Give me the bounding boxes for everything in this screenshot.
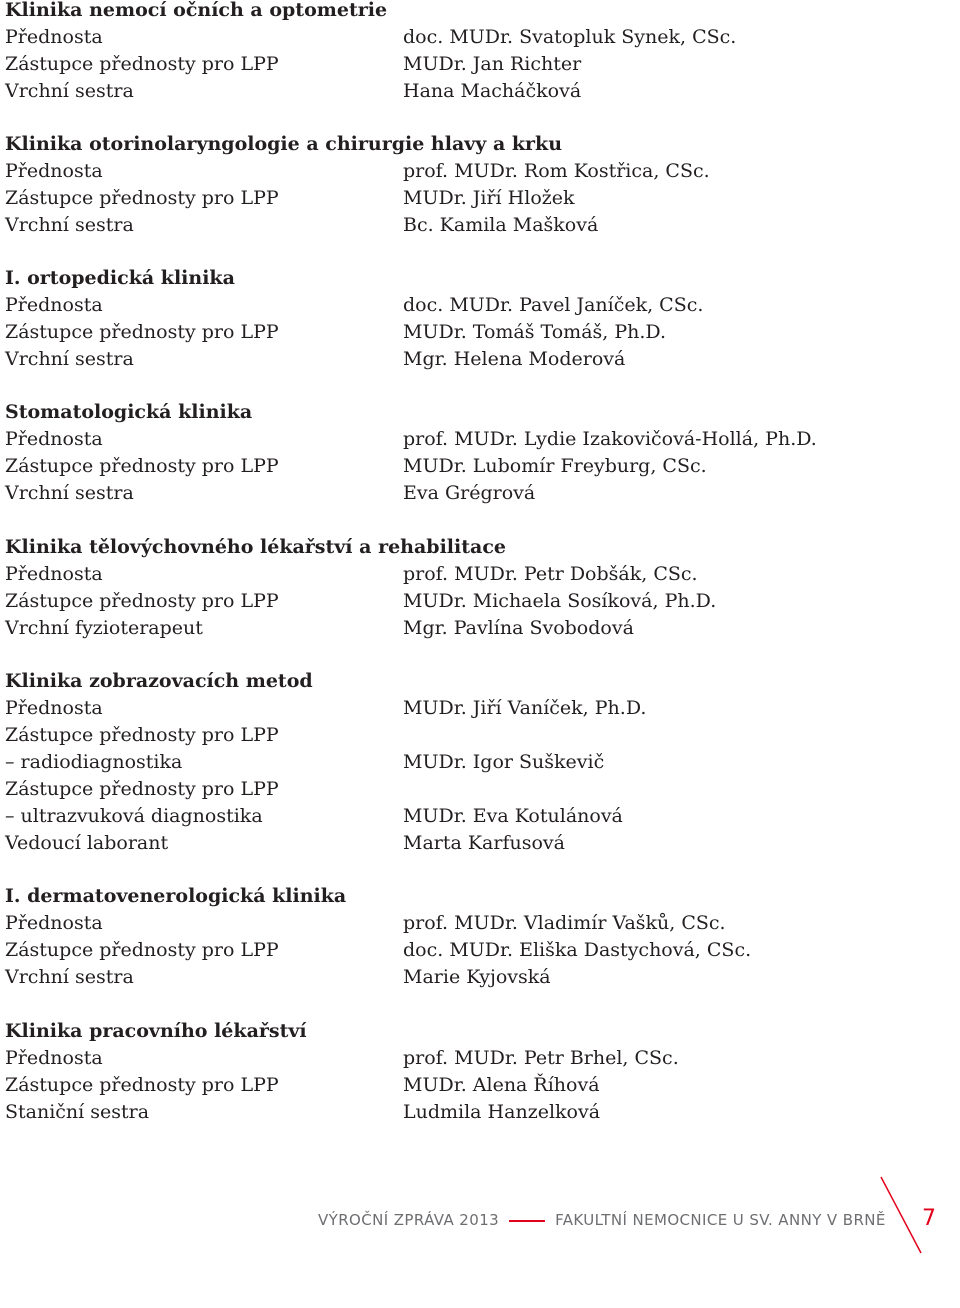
staff-role: Zástupce přednosty pro LPP – radiodiagnostika — [5, 724, 279, 773]
staff-row — [5, 24, 905, 51]
staff-row — [5, 776, 905, 830]
staff-name: MUDr. Tomáš Tomáš, Ph.D. — [403, 321, 667, 343]
staff-name: Marta Karfusová — [403, 832, 565, 854]
department-title: I. dermatovenerologická klinika — [5, 885, 347, 907]
staff-name: prof. MUDr. Rom Kostřica, CSc. — [403, 160, 710, 182]
staff-row — [5, 1072, 905, 1099]
report-title: VÝROČNÍ ZPRÁVA 2013 — [318, 1211, 500, 1229]
department-section — [5, 668, 905, 857]
department-title: Stomatologická klinika — [5, 401, 253, 423]
department-section — [5, 1018, 905, 1126]
staff-row — [5, 158, 905, 185]
staff-role: Zástupce přednosty pro LPP — [5, 590, 279, 612]
staff-name: Ludmila Hanzelková — [403, 1101, 601, 1123]
department-title: Klinika tělovýchovného lékařství a rehabilitace — [5, 536, 506, 558]
staff-name: MUDr. Alena Říhová — [403, 1074, 600, 1096]
department-section — [5, 265, 905, 373]
staff-role: Zástupce přednosty pro LPP — [5, 939, 279, 961]
staff-role: Vedoucí laborant — [5, 832, 169, 854]
staff-role: Staniční sestra — [5, 1101, 150, 1123]
staff-name: Mgr. Pavlína Svobodová — [403, 617, 634, 639]
staff-name: doc. MUDr. Pavel Janíček, CSc. — [403, 294, 704, 316]
staff-role: Přednosta — [5, 294, 103, 316]
staff-name: MUDr. Lubomír Freyburg, CSc. — [403, 455, 707, 477]
staff-name: MUDr. Eva Kotulánová — [403, 805, 623, 827]
staff-name: MUDr. Michaela Sosíková, Ph.D. — [403, 590, 717, 612]
slash-decoration-icon — [875, 1175, 925, 1255]
staff-row — [5, 722, 905, 776]
department-title: Klinika zobrazovacích metod — [5, 670, 313, 692]
department-title: Klinika otorinolaryngologie a chirurgie hlavy a krku — [5, 133, 563, 155]
department-section — [5, 399, 905, 507]
staff-role: Zástupce přednosty pro LPP — [5, 1074, 279, 1096]
staff-name: doc. MUDr. Eliška Dastychová, CSc. — [403, 939, 752, 961]
department-section — [5, 883, 905, 991]
staff-role: Přednosta — [5, 912, 103, 934]
staff-row — [5, 937, 905, 964]
department-section — [5, 0, 905, 105]
staff-name: MUDr. Jiří Hložek — [403, 187, 575, 209]
staff-role: Zástupce přednosty pro LPP — [5, 455, 279, 477]
staff-row — [5, 51, 905, 78]
staff-role: Vrchní sestra — [5, 348, 134, 370]
hospital-name: FAKULTNÍ NEMOCNICE U SV. ANNY V BRNĚ — [555, 1211, 886, 1229]
staff-row — [5, 453, 905, 480]
staff-row — [5, 615, 905, 642]
staff-role: Vrchní fyzioterapeut — [5, 617, 203, 639]
staff-row — [5, 480, 905, 507]
staff-role: Přednosta — [5, 428, 103, 450]
staff-name: Hana Macháčková — [403, 80, 582, 102]
staff-row — [5, 78, 905, 105]
staff-row — [5, 319, 905, 346]
staff-role: Zástupce přednosty pro LPP – ultrazvuková diagnostika — [5, 778, 279, 827]
staff-row — [5, 185, 905, 212]
staff-row — [5, 964, 905, 991]
staff-row — [5, 1045, 905, 1072]
staff-row — [5, 561, 905, 588]
staff-row — [5, 292, 905, 319]
department-section — [5, 131, 905, 239]
staff-name: MUDr. Jan Richter — [403, 53, 582, 75]
staff-row — [5, 346, 905, 373]
staff-role: Vrchní sestra — [5, 966, 134, 988]
staff-row — [5, 910, 905, 937]
staff-name: prof. MUDr. Petr Brhel, CSc. — [403, 1047, 679, 1069]
staff-name: prof. MUDr. Lydie Izakovičová-Hollá, Ph.D. — [403, 428, 817, 450]
staff-name: Marie Kyjovská — [403, 966, 551, 988]
staff-role: Zástupce přednosty pro LPP — [5, 321, 279, 343]
page-footer — [318, 1211, 886, 1229]
staff-role: Vrchní sestra — [5, 482, 134, 504]
staff-row — [5, 1099, 905, 1126]
staff-row — [5, 695, 905, 722]
staff-name: MUDr. Jiří Vaníček, Ph.D. — [403, 697, 647, 719]
staff-role: Přednosta — [5, 697, 103, 719]
department-title: Klinika pracovního lékařství — [5, 1020, 307, 1042]
footer-separator — [509, 1220, 545, 1222]
staff-name: doc. MUDr. Svatopluk Synek, CSc. — [403, 26, 737, 48]
staff-role: Vrchní sestra — [5, 80, 134, 102]
staff-row — [5, 588, 905, 615]
department-section — [5, 534, 905, 642]
staff-role: Přednosta — [5, 26, 103, 48]
staff-role: Přednosta — [5, 563, 103, 585]
staff-row — [5, 426, 905, 453]
staff-row — [5, 830, 905, 857]
staff-name: Eva Grégrová — [403, 482, 536, 504]
staff-name: Bc. Kamila Mašková — [403, 214, 599, 236]
staff-role: Zástupce přednosty pro LPP — [5, 53, 279, 75]
staff-role: Přednosta — [5, 1047, 103, 1069]
staff-name: MUDr. Igor Suškevič — [403, 751, 605, 773]
staff-name: prof. MUDr. Vladimír Vašků, CSc. — [403, 912, 726, 934]
staff-role: Přednosta — [5, 160, 103, 182]
staff-role: Vrchní sestra — [5, 214, 134, 236]
department-title: I. ortopedická klinika — [5, 267, 235, 289]
staff-row — [5, 212, 905, 239]
page-number: 7 — [922, 1206, 936, 1231]
staff-name: Mgr. Helena Moderová — [403, 348, 626, 370]
staff-name: prof. MUDr. Petr Dobšák, CSc. — [403, 563, 698, 585]
staff-role: Zástupce přednosty pro LPP — [5, 187, 279, 209]
department-title: Klinika nemocí očních a optometrie — [5, 0, 388, 21]
